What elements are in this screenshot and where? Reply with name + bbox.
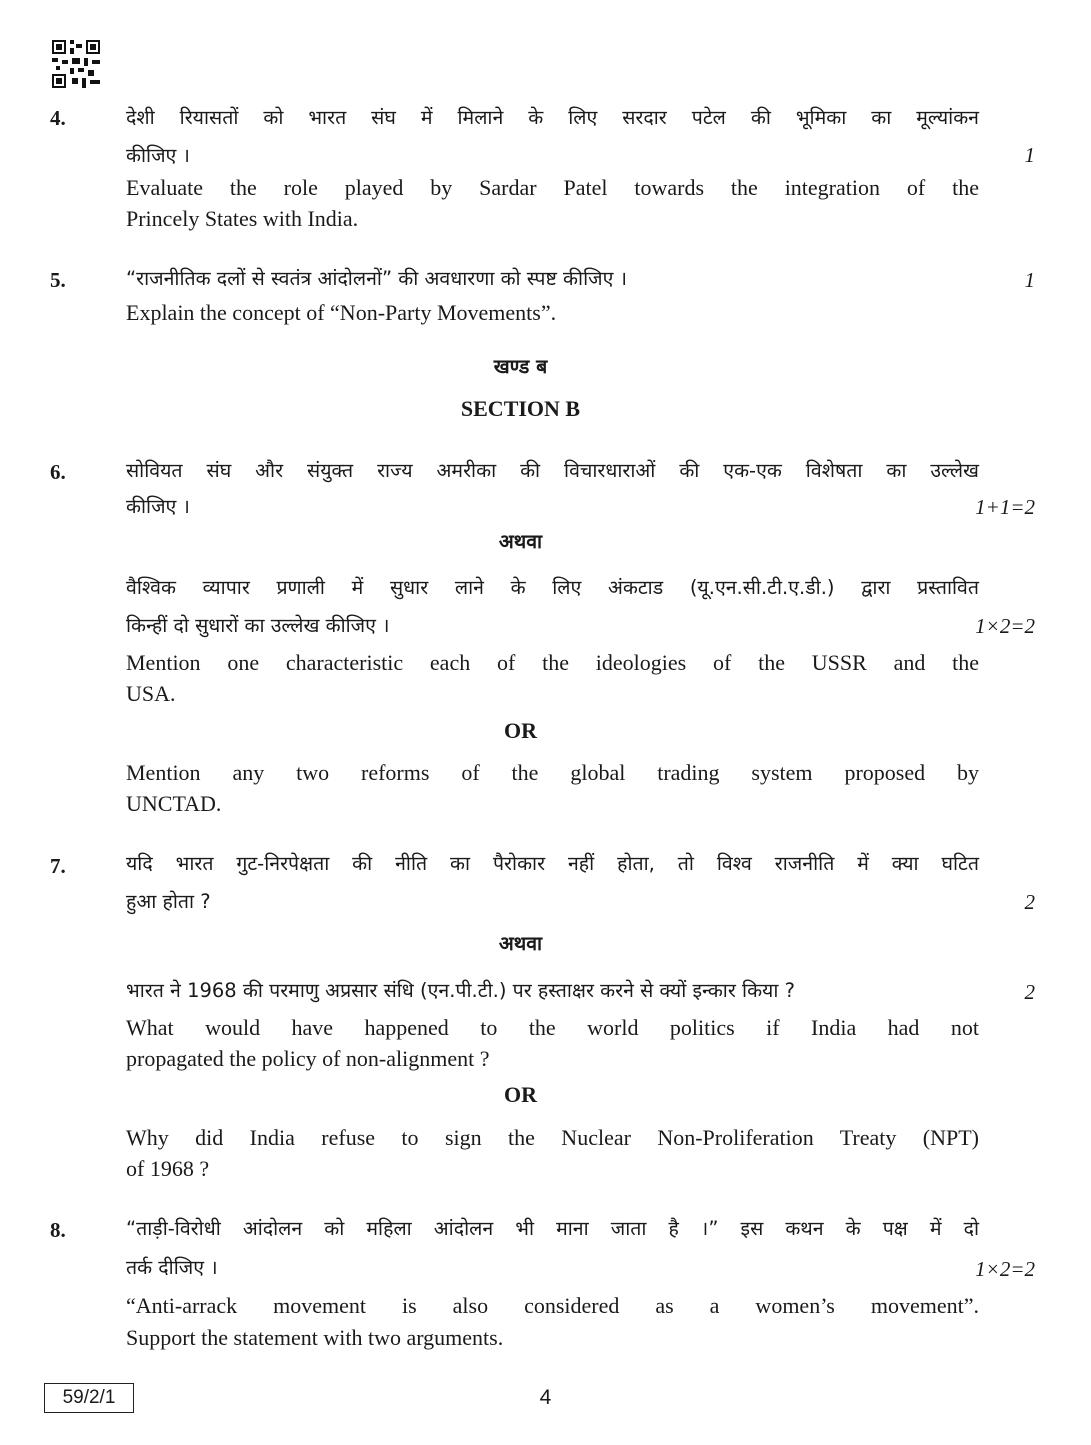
question-text-english: Princely States with India.: [126, 206, 359, 231]
page-number: 4: [539, 1386, 552, 1409]
question-text-english: What would have happened to the world politics if India had not: [126, 1015, 979, 1040]
marks: 2: [1024, 890, 1035, 914]
question-text-english: Mention one characteristic each of the ideologies of the USSR and the: [126, 650, 979, 675]
question-text-hindi: “राजनीतिक दलों से स्वतंत्र आंदोलनों” की अवधारणा को स्पष्ट कीजिए ।: [126, 267, 627, 290]
question-text-english: “Anti-arrack movement is also considered as a women’s movement”.: [126, 1293, 979, 1318]
question-text-english: of 1968 ?: [126, 1156, 210, 1181]
marks: 1×2=2: [975, 1257, 1035, 1281]
question-number: 8.: [50, 1218, 66, 1242]
question-number: 6.: [50, 460, 66, 484]
question-text-english: Explain the concept of “Non-Party Movements”.: [126, 300, 557, 325]
or-label-hindi: अथवा: [498, 932, 543, 955]
question-number: 5.: [50, 268, 66, 292]
question-text-english: Evaluate the role played by Sardar Patel towards the integration of the: [126, 175, 979, 200]
question-text-hindi: “ताड़ी-विरोधी आंदोलन को महिला आंदोलन भी माना जाता है ।” इस कथन के पक्ष में दो: [126, 1217, 979, 1240]
section-title-hindi: खण्ड ब: [493, 355, 548, 378]
question-text-english: Mention any two reforms of the global trading system proposed by: [126, 760, 979, 785]
question-number: 4.: [50, 106, 66, 130]
question-text-hindi: वैश्विक व्यापार प्रणाली में सुधार लाने के लिए अंकटाड (यू.एन.सी.टी.ए.डी.) द्वारा प्रस्तावित: [126, 576, 979, 599]
question-text-hindi: भारत ने 1968 की परमाणु अप्रसार संधि (एन.पी.टी.) पर हस्ताक्षर करने से क्यों इन्कार किया ?: [126, 979, 795, 1002]
question-number: 7.: [50, 854, 66, 878]
or-label-english: OR: [504, 1082, 537, 1107]
marks: 2: [1024, 980, 1035, 1004]
question-text-hindi: कीजिए ।: [126, 144, 190, 167]
question-text-english: UNCTAD.: [126, 791, 222, 816]
paper-code-box: 59/2/1: [44, 1383, 134, 1413]
question-text-hindi: हुआ होता ?: [126, 890, 211, 913]
question-text-hindi: सोवियत संघ और संयुक्त राज्य अमरीका की विचारधाराओं की एक-एक विशेषता का उल्लेख: [126, 459, 979, 482]
section-title-english: SECTION B: [460, 396, 581, 421]
question-text-hindi: तर्क दीजिए ।: [126, 1256, 218, 1279]
marks: 1+1=2: [975, 495, 1035, 519]
question-text-english: propagated the policy of non-alignment ?: [126, 1046, 490, 1071]
question-text-english: Why did India refuse to sign the Nuclear Non-Proliferation Treaty (NPT): [126, 1125, 979, 1150]
question-text-hindi: यदि भारत गुट-निरपेक्षता की नीति का पैरोकार नहीं होता, तो विश्व राजनीति में क्या घटित: [126, 852, 979, 875]
question-text-hindi: देशी रियासतों को भारत संघ में मिलाने के लिए सरदार पटेल की भूमिका का मूल्यांकन: [126, 106, 979, 129]
marks: 1: [1024, 143, 1035, 167]
question-text-english: Support the statement with two arguments.: [126, 1325, 504, 1350]
or-label-english: OR: [504, 718, 537, 743]
qr-code-icon: [52, 40, 100, 88]
marks: 1×2=2: [975, 614, 1035, 638]
or-label-hindi: अथवा: [498, 530, 543, 553]
question-text-english: USA.: [126, 681, 176, 706]
marks: 1: [1024, 268, 1035, 292]
question-text-hindi: किन्हीं दो सुधारों का उल्लेख कीजिए ।: [126, 614, 390, 637]
question-text-hindi: कीजिए ।: [126, 495, 190, 518]
